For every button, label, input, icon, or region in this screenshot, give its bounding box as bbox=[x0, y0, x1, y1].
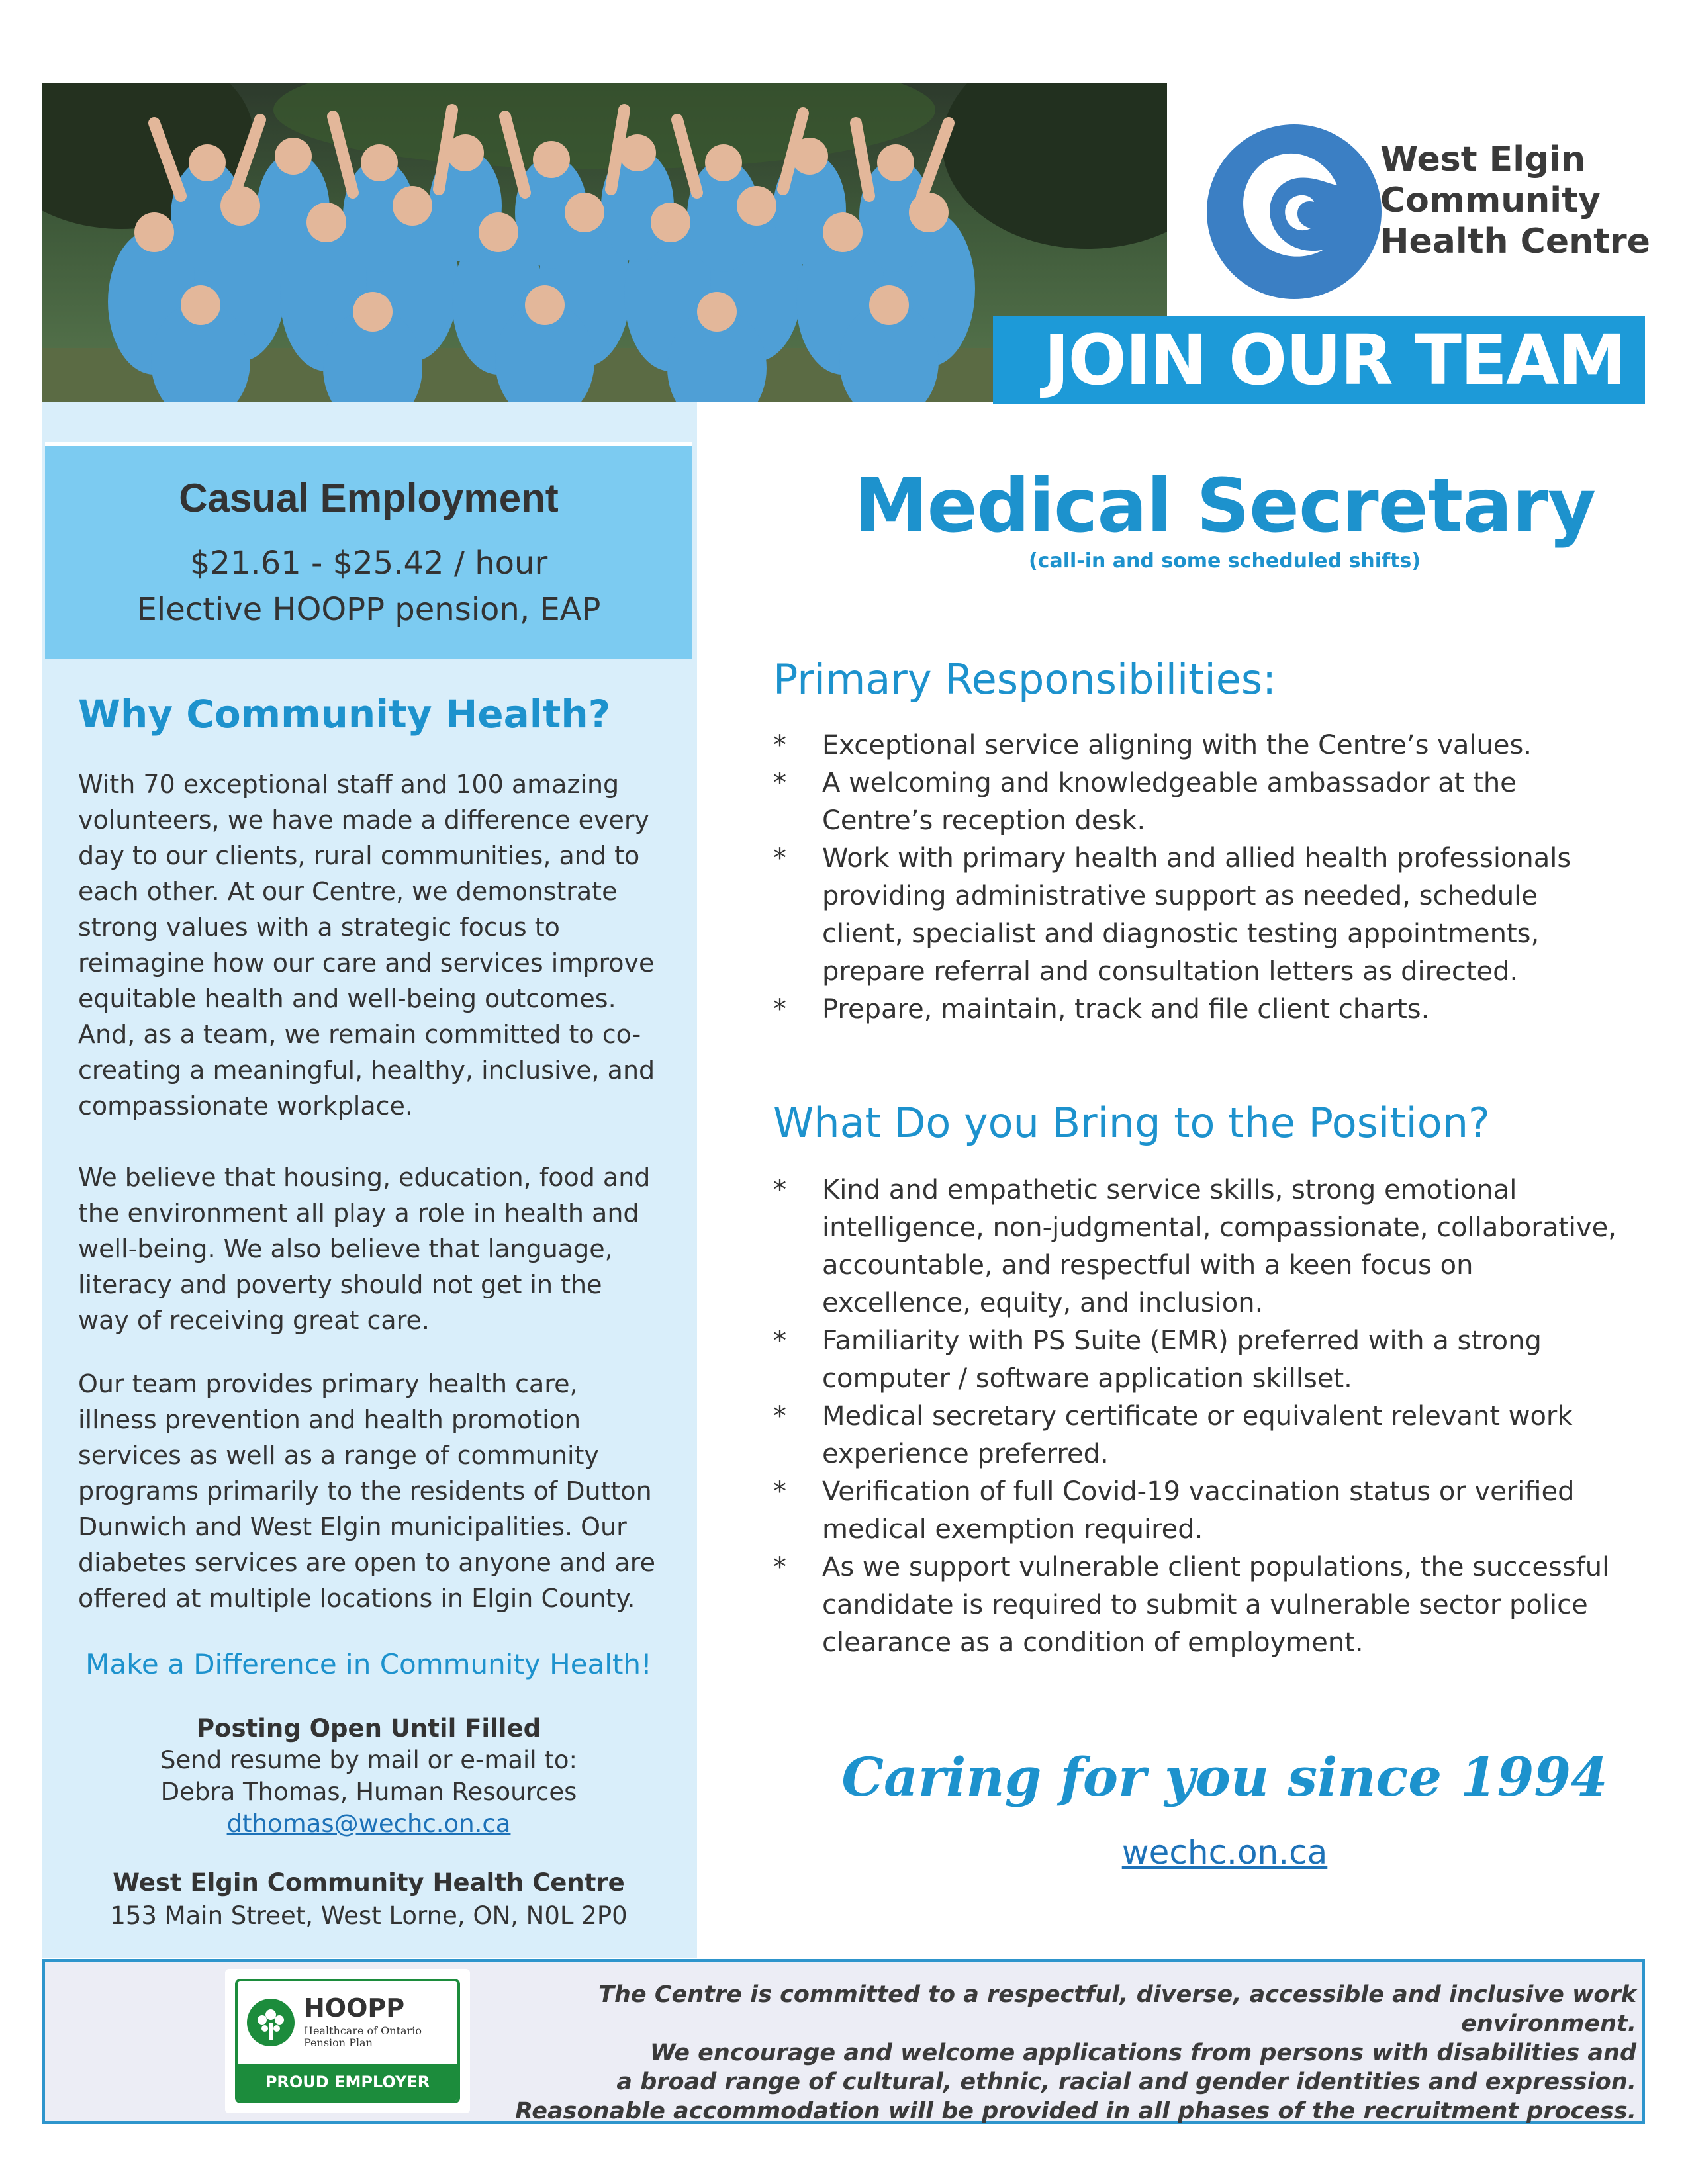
wechc-logo-icon bbox=[1205, 122, 1383, 301]
qualification-text: As we support vulnerable client populations, the successful candidate is required to submit a vulnerable sector police clearance as a condition of employment. bbox=[822, 1552, 1610, 1658]
list-item bbox=[773, 727, 1627, 764]
logo-line-2: Community bbox=[1380, 181, 1601, 220]
list-item bbox=[773, 1398, 1627, 1473]
website-link[interactable]: wechc.on.ca bbox=[1121, 1833, 1328, 1872]
contact-name: Debra Thomas, Human Resources bbox=[160, 1778, 577, 1806]
address-block bbox=[45, 1866, 692, 1933]
why-paragraph-2: We believe that housing, education, food and the environment all play a role in health and well-being. We also believe that language, literacy and poverty should not get in the way of receiving great care. bbox=[78, 1163, 651, 1335]
bullet-star: * bbox=[773, 768, 786, 798]
make-a-difference-text: Make a Difference in Community Health! bbox=[85, 1648, 652, 1680]
equity-statement bbox=[511, 1980, 1636, 2126]
list-item bbox=[773, 991, 1627, 1028]
qualification-text: Familiarity with PS Suite (EMR) preferred with a strong computer / software application skillset. bbox=[822, 1326, 1542, 1394]
bullet-star: * bbox=[773, 1477, 786, 1507]
benefits: Elective HOOPP pension, EAP bbox=[136, 591, 601, 628]
proud-employer-label: PROUD EMPLOYER bbox=[238, 2064, 457, 2101]
qualification-text: Verification of full Covid-19 vaccination status or verified medical exemption required. bbox=[822, 1477, 1575, 1545]
qualification-text: Medical secretary certificate or equivalent relevant work experience preferred. bbox=[822, 1401, 1573, 1469]
send-resume-text: Send resume by mail or e-mail to: bbox=[160, 1746, 577, 1774]
qualifications-heading: What Do you Bring to the Position? bbox=[773, 1099, 1490, 1147]
hoopp-name: HOOPP bbox=[304, 1993, 405, 2023]
list-item bbox=[773, 1171, 1627, 1322]
qualification-text: Kind and empathetic service skills, strong emotional intelligence, non-judgmental, compassionate, collaborative, accountable, and respectful with a keen focus on excellence, equity, and inclusion. bbox=[822, 1175, 1617, 1318]
bullet-star: * bbox=[773, 1552, 786, 1582]
equity-line-4: Reasonable accommodation will be provided in all phases of the recruitment process. bbox=[515, 2098, 1636, 2124]
list-item bbox=[773, 764, 1627, 840]
posting-status: Posting Open Until Filled bbox=[196, 1714, 541, 1743]
wechc-logo-text bbox=[1380, 139, 1658, 262]
why-paragraph-3: Our team provides primary health care, illness prevention and health promotion services as well as a range of community programs primarily to the residents of Dutton Dunwich and West Elgin municipalities. Our diabetes services are open to anyone and are offered at multiple locations in Elgin County. bbox=[78, 1369, 655, 1613]
why-community-health-heading: Why Community Health? bbox=[78, 692, 611, 737]
responsibilities-list bbox=[773, 727, 1627, 1028]
equity-line-3: a broad range of cultural, ethnic, racial and gender identities and expression. bbox=[616, 2069, 1636, 2095]
bullet-star: * bbox=[773, 1175, 786, 1205]
contact-email-link[interactable]: dthomas@wechc.on.ca bbox=[226, 1809, 511, 1838]
list-item bbox=[773, 1322, 1627, 1398]
responsibility-text: Exceptional service aligning with the Centre’s values. bbox=[822, 730, 1532, 760]
org-name: West Elgin Community Health Centre bbox=[113, 1868, 625, 1897]
responsibility-text: A welcoming and knowledgeable ambassador at the Centre’s reception desk. bbox=[822, 768, 1517, 836]
qualifications-list bbox=[773, 1171, 1627, 1662]
hoopp-tree-icon bbox=[246, 1997, 296, 2048]
tagline: Caring for you since 1994 bbox=[841, 1746, 1608, 1808]
list-item bbox=[773, 840, 1627, 991]
hoopp-sub-line-1: Healthcare of Ontario bbox=[304, 2025, 422, 2037]
employment-box bbox=[45, 442, 692, 659]
employment-type: Casual Employment bbox=[179, 476, 559, 520]
logo-line-1: West Elgin bbox=[1380, 140, 1586, 179]
responsibility-text: Work with primary health and allied health professionals providing administrative support as needed, schedule client, specialist and diagnostic testing appointments, prepare referral and consultation letters as directed. bbox=[822, 843, 1571, 987]
hoopp-proud-employer-badge bbox=[235, 1979, 460, 2103]
logo-line-3: Health Centre bbox=[1380, 222, 1650, 261]
responsibilities-heading: Primary Responsibilities: bbox=[773, 655, 1277, 704]
org-address: 153 Main Street, West Lorne, ON, N0L 2P0 bbox=[110, 1901, 628, 1930]
equity-line-1: The Centre is committed to a respectful, diverse, accessible and inclusive work environment. bbox=[598, 1981, 1636, 2037]
job-title: Medical Secretary bbox=[854, 463, 1595, 549]
hoopp-full-name bbox=[304, 2025, 456, 2049]
list-item bbox=[773, 1473, 1627, 1549]
bullet-star: * bbox=[773, 843, 786, 874]
bullet-star: * bbox=[773, 1401, 786, 1432]
hoopp-sub-line-2: Pension Plan bbox=[304, 2036, 373, 2049]
why-paragraph-1: With 70 exceptional staff and 100 amazing volunteers, we have made a difference every day to our clients, rural communities, and to each other. At our Centre, we demonstrate strong values with a strategic focus to reimagine how our care and services improve equitable health and well-being outcomes. And, as a team, we remain committed to co-creating a meaningful, healthy, inclusive, and compassionate workplace. bbox=[78, 770, 655, 1120]
bullet-star: * bbox=[773, 1326, 786, 1356]
join-our-team-banner: JOIN OUR TEAM bbox=[993, 316, 1645, 404]
bullet-star: * bbox=[773, 730, 786, 760]
equity-line-2: We encourage and welcome applications from persons with disabilities and bbox=[649, 2040, 1636, 2066]
job-subtitle: (call-in and some scheduled shifts) bbox=[1028, 549, 1421, 572]
responsibility-text: Prepare, maintain, track and file client charts. bbox=[822, 994, 1430, 1024]
contact-block bbox=[45, 1713, 692, 1840]
list-item bbox=[773, 1549, 1627, 1662]
pay-rate: $21.61 - $25.42 / hour bbox=[189, 545, 548, 582]
bullet-star: * bbox=[773, 994, 786, 1024]
